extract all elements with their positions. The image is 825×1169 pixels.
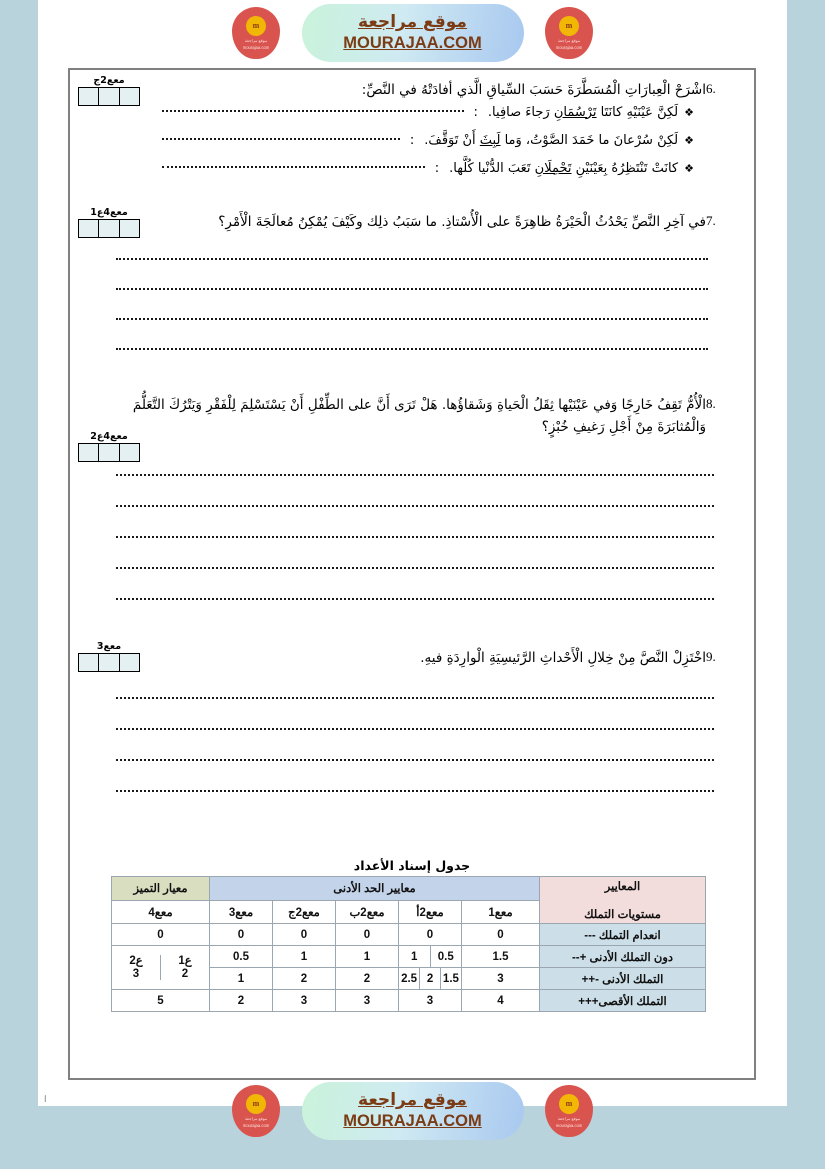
logo-caption-ar: موقع مراجعة (557, 37, 581, 43)
table-row-3-mp2a-2: 2 (420, 968, 441, 989)
table-row-3-mp2a (399, 968, 462, 990)
score-box-question-7[interactable] (78, 208, 140, 238)
table-header-min-criteria: معايير الحد الأدنى (210, 877, 540, 901)
table-row-1-mp3: 0 (210, 924, 273, 946)
score-box-question-6[interactable] (78, 76, 140, 106)
logo-mark-icon: m (559, 1094, 579, 1114)
score-box-8-cells[interactable] (78, 443, 140, 462)
question-6-text: اشْرَحْ الْعِبارَاتِ الْمُسَطَّرَةَ حَسَبَ السِّياقِ الَّذي أفادَتْهُ في النَّصِّ: (361, 82, 706, 98)
site-title-pill (302, 4, 524, 62)
score-box-question-9[interactable] (78, 642, 140, 672)
question-7-text: في آخِرِ النَّصِّ يَحْدُثُ الْحَيْرَةُ ظاهِرَةً على الْأُسْتاذِ. ما سَبَبُ ذلِك وكَيْفَ يُمْكِنُ مُعالَجَةَ الْأَمْرِ؟ (218, 214, 706, 230)
table-col-mp2a: معع2أ (399, 900, 462, 924)
table-col-mp3: معع3 (210, 900, 273, 924)
table-row-3-mp2a-3: 2.5 (401, 972, 418, 985)
logo-caption-en: mourajaa.com (555, 45, 583, 50)
score-box-8-label: معع4ع2 (90, 431, 128, 442)
table-col-mp2c: معع2ج (273, 900, 336, 924)
question-7-answer-line-4[interactable] (116, 348, 708, 350)
table-row-3-mp1: 3 (462, 968, 540, 990)
logo-caption-ar: موقع مراجعة (557, 1115, 581, 1121)
question-9-answer-line-3[interactable] (116, 759, 714, 761)
table-row-4-label: التملك الأقصى+++ (540, 990, 706, 1012)
logo-caption-ar: موقع مراجعة (244, 37, 268, 43)
table-row-3-label: التملك الأدنى -++ (540, 968, 706, 990)
table-row-2-mp4-excel-2: ع2 3 (129, 955, 143, 980)
question-7 (70, 212, 754, 350)
question-9-answer-line-1[interactable] (116, 697, 714, 699)
question-7-answer-line-1[interactable] (116, 258, 708, 260)
table-row-3-mp2c: 2 (273, 968, 336, 990)
question-9-answer-line-2[interactable] (116, 728, 714, 730)
table-row-2-mp2a-2: 1 (411, 950, 418, 963)
table-row-4-mp2b: 3 (336, 990, 399, 1012)
bullet-3-colon: : (434, 160, 440, 176)
bullet-1-text: لَكِنَّ عَيْنَيْهِ كانَتَا تَرْسُمَانِ رَجاءَ صافِيا. (487, 104, 679, 120)
table-header-criteria-title: المعايير (604, 881, 641, 893)
bullet-3-text: كانَتْ تَنْتَظِرُهُ بِعَيْنَيْنِ تَحْمِلَانِ تَعَبَ الدُّنْيا كُلَّها. (449, 160, 679, 176)
exam-content-frame (68, 68, 756, 1080)
question-8-text: الْأُمُّ تَقِفُ خَارِجًا وَفي عَيْنَيْها ثِقَلُ الْحَياةِ وَشَقاؤُها. هَلْ تَرَى أَنَّ على الطِّفْلِ أَنْ يَسْتَسْلِمَ لِلْفَقْرِ وَيَتْرُكَ التَّعَلُّمَ وَالْمُثابَرَةَ مِنْ أَجْلِ رَغيفِ خُبْزٍ؟ (132, 397, 706, 435)
bullet-3-answer-line[interactable] (162, 166, 425, 168)
site-logo-badge-right (545, 1085, 593, 1137)
bullet-1-answer-line[interactable] (162, 110, 464, 112)
question-6 (70, 80, 754, 176)
table-row-1-mp2a: 0 (399, 924, 462, 946)
question-6-bullet-1 (162, 105, 694, 120)
site-logo-badge-left (232, 1085, 280, 1137)
bullet-icon: ❖ (684, 105, 694, 119)
table-row-2-mp3: 0.5 (210, 946, 273, 968)
grades-table-title: جدول إسناد الأعداد (353, 858, 471, 873)
bullet-1-colon: : (473, 104, 478, 120)
score-box-7-label: معع4ع1 (90, 207, 128, 218)
question-9-text: اخْتَزِلْ النَّصَّ مِنْ خِلالِ الْأَحْداثِ الرَّئيسِيَةِ الْوارِدَةِ فيهِ. (420, 650, 706, 666)
table-row-3-mp2b: 2 (336, 968, 399, 990)
question-6-bullet-3 (162, 161, 694, 176)
table-row (112, 990, 706, 1012)
score-box-9-cells[interactable] (78, 653, 140, 672)
table-row-2-label: دون التملك الأدنى +-- (540, 946, 706, 968)
question-6-number: 6. (706, 81, 716, 96)
question-6-bullet-2 (162, 133, 694, 148)
site-title-ar: موقع مراجعة (358, 12, 467, 33)
score-box-9-label: معع3 (96, 641, 122, 652)
table-row-2-mp2a-1: 0.5 (430, 946, 461, 967)
site-title-ar: موقع مراجعة (358, 1090, 467, 1111)
site-title-en: MOURAJAA.COM (343, 1111, 482, 1130)
table-row (112, 946, 706, 968)
table-row-4-mp3: 2 (210, 990, 273, 1012)
question-7-answer-line-2[interactable] (116, 288, 708, 290)
site-logo-badge-right (545, 7, 593, 59)
question-8-answer-line-5[interactable] (116, 598, 714, 600)
logo-caption-en: mourajaa.com (242, 45, 270, 50)
logo-mark-icon: m (246, 16, 266, 36)
table-row-4-mp2a: 3 (399, 990, 462, 1012)
table-row-2-mp1: 1.5 (462, 946, 540, 968)
table-header-criteria (540, 877, 706, 924)
table-row-1-mp1: 0 (462, 924, 540, 946)
site-title-en: MOURAJAA.COM (343, 33, 482, 52)
question-8-answer-line-1[interactable] (116, 474, 714, 476)
bullet-icon: ❖ (684, 161, 694, 175)
grades-table (111, 876, 706, 1012)
logo-caption-ar: موقع مراجعة (244, 1115, 268, 1121)
table-row (112, 924, 706, 946)
question-9-number: 9. (706, 649, 716, 664)
table-row-4-mp1: 4 (462, 990, 540, 1012)
score-box-6-label: معع2ج (93, 75, 125, 86)
bullet-2-colon: : (409, 132, 415, 148)
site-banner-bottom (0, 1078, 825, 1144)
table-col-mp1: معع1 (462, 900, 540, 924)
bullet-2-text: لَكِنْ سُرْعانَ ما خَمَدَ الصَّوْتُ، وَما لَبِثَ أَنْ تَوَقَّفَ. (424, 132, 679, 148)
table-col-mp2b: معع2ب (336, 900, 399, 924)
site-title-pill (302, 1082, 524, 1140)
table-row-1-label: انعدام التملك --- (540, 924, 706, 946)
score-box-6-cells[interactable] (78, 87, 140, 106)
bullet-icon: ❖ (684, 133, 694, 147)
logo-mark-icon: m (246, 1094, 266, 1114)
table-row-2-mp4-excel-1: ع1 2 (161, 955, 210, 979)
table-row-1-mp2c: 0 (273, 924, 336, 946)
table-row-2-mp2b: 1 (336, 946, 399, 968)
table-header-excellence: معيار التميز (112, 877, 210, 901)
page-edge-mark: ا (44, 1094, 47, 1104)
logo-caption-en: mourajaa.com (555, 1123, 583, 1128)
table-row-1-mp2b: 0 (336, 924, 399, 946)
table-header-levels: مستويات التملك (584, 909, 661, 921)
site-banner-top (0, 0, 825, 66)
table-row-1-mp4: 0 (112, 924, 210, 946)
question-8-answer-line-3[interactable] (116, 536, 714, 538)
table-row-4-mp4: 5 (112, 990, 210, 1012)
site-logo-badge-left (232, 7, 280, 59)
question-9 (70, 648, 754, 792)
table-row-3-mp2a-1: 1.5 (440, 968, 461, 989)
question-8 (70, 395, 754, 600)
logo-mark-icon: m (559, 16, 579, 36)
score-box-7-cells[interactable] (78, 219, 140, 238)
question-8-answer-line-2[interactable] (116, 505, 714, 507)
score-box-question-8[interactable] (78, 432, 140, 462)
logo-caption-en: mourajaa.com (242, 1123, 270, 1128)
table-col-mp4: معع4 (112, 900, 210, 924)
table-row-2-mp2a (399, 946, 462, 968)
bullet-2-answer-line[interactable] (162, 138, 400, 140)
table-row-3-mp3: 1 (210, 968, 273, 990)
question-9-answer-line-4[interactable] (116, 790, 714, 792)
table-row-4-mp2c: 3 (273, 990, 336, 1012)
table-row-2-mp2c: 1 (273, 946, 336, 968)
table-header-band (112, 877, 706, 901)
question-7-answer-line-3[interactable] (116, 318, 708, 320)
question-8-number: 8. (706, 396, 716, 411)
question-7-number: 7. (706, 213, 716, 228)
question-8-answer-line-4[interactable] (116, 567, 714, 569)
table-row-2-mp4 (112, 946, 210, 990)
